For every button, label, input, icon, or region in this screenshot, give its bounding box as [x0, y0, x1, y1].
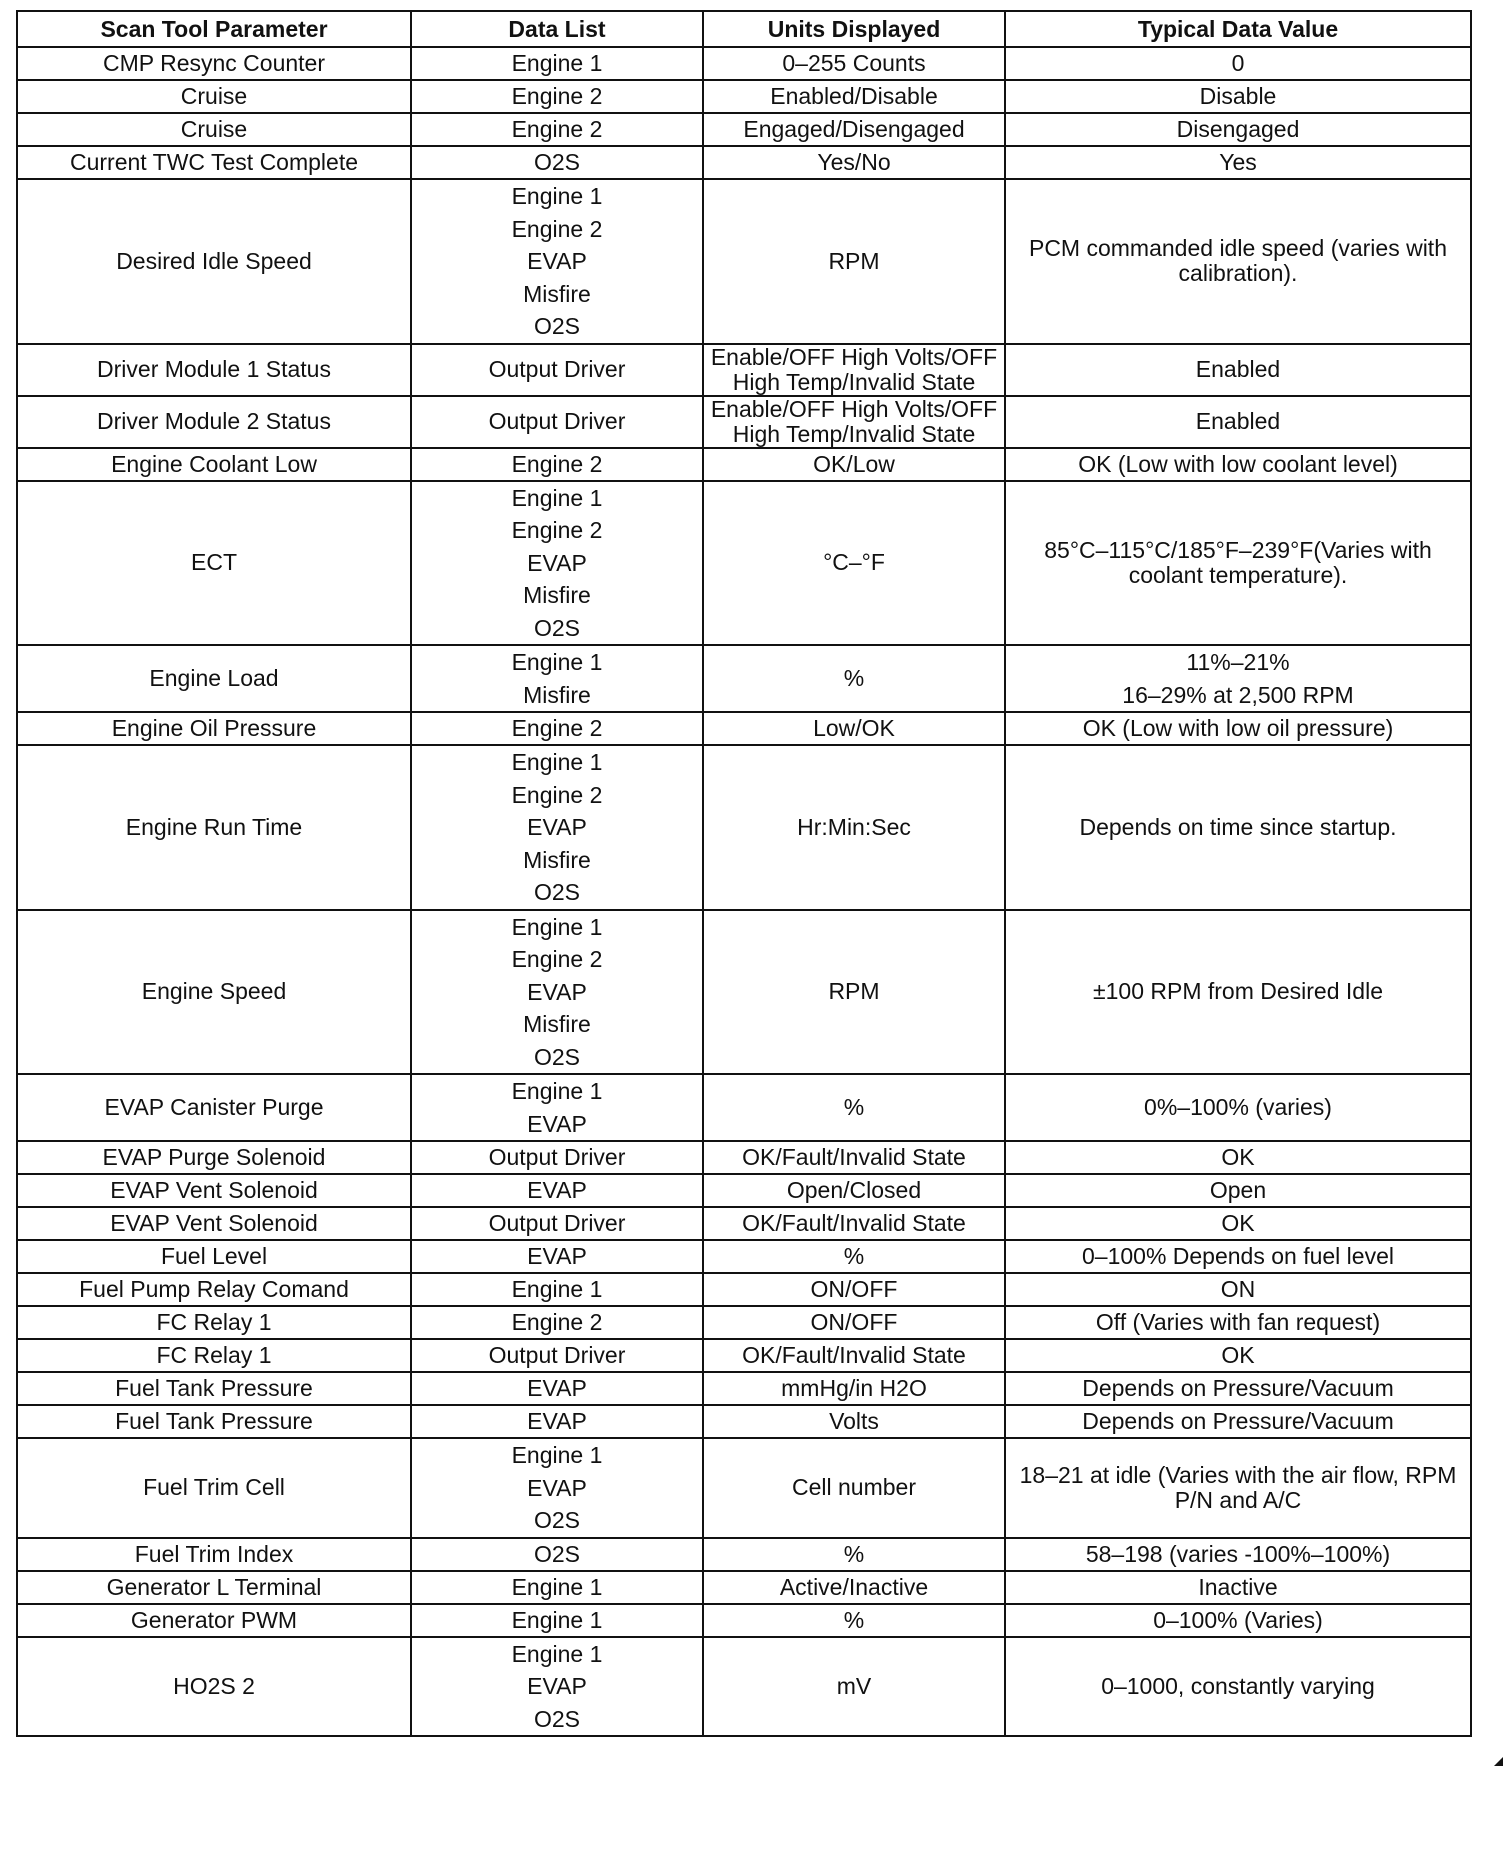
- cell-parameter: [17, 113, 411, 146]
- cell-data-list: [411, 1141, 703, 1174]
- data-list-item: Engine 1: [511, 1573, 603, 1600]
- data-list-item: Misfire: [523, 1011, 591, 1037]
- data-list-item: EVAP: [527, 1673, 587, 1699]
- cell-typical-value: [1005, 146, 1471, 179]
- cell-units: [703, 1637, 1005, 1737]
- parameter-text: Generator PWM: [130, 1606, 298, 1633]
- table-row: [17, 396, 1471, 448]
- cell-typical-value: [1005, 1372, 1471, 1405]
- typical-value-text: PCM commanded idle speed (varies with calibration).: [1028, 235, 1447, 287]
- cell-units: [703, 481, 1005, 646]
- cell-parameter: [17, 146, 411, 179]
- cell-data-list: [411, 344, 703, 396]
- cell-data-list: [411, 1538, 703, 1571]
- cell-parameter: [17, 1438, 411, 1538]
- typical-value-text: Depends on time since startup.: [1079, 813, 1397, 840]
- cell-parameter: [17, 1604, 411, 1637]
- cell-data-list: [411, 113, 703, 146]
- table-row: [17, 1074, 1471, 1141]
- table-row: [17, 1339, 1471, 1372]
- table-row: [17, 745, 1471, 910]
- table-row: [17, 1306, 1471, 1339]
- typical-value-text: OK (Low with low coolant level): [1078, 450, 1398, 477]
- typical-value-text: 0%–100% (varies): [1144, 1094, 1332, 1120]
- cell-units: [703, 1405, 1005, 1438]
- table-row: [17, 146, 1471, 179]
- data-list-item: Engine 1: [511, 50, 603, 76]
- parameter-text: CMP Resync Counter: [103, 50, 325, 76]
- typical-value-text: 58–198 (varies -100%–100%): [1085, 1540, 1391, 1567]
- cell-parameter: [17, 1637, 411, 1737]
- table-row: [17, 448, 1471, 481]
- cell-data-list: [411, 1438, 703, 1538]
- typical-value-text: Disable: [1199, 83, 1277, 109]
- data-list-item: Output Driver: [488, 1144, 626, 1170]
- data-list-item: Engine 2: [511, 1309, 603, 1335]
- data-list-item: Engine 2: [511, 781, 603, 808]
- typical-value-text: 0–1000, constantly varying: [1101, 1672, 1375, 1699]
- cell-typical-value: [1005, 1141, 1471, 1174]
- data-list-item: Engine 1: [511, 1606, 603, 1633]
- typical-value-text: 85°C–115°C/185°F–239°F(Varies with coolant temperature).: [1044, 536, 1432, 588]
- header-units-displayed: Units Displayed: [703, 11, 1005, 47]
- cell-data-list: [411, 645, 703, 712]
- parameter-text: EVAP Vent Solenoid: [110, 1210, 318, 1236]
- cell-units: [703, 344, 1005, 396]
- cell-typical-value: [1005, 1339, 1471, 1372]
- parameter-text: Fuel Tank Pressure: [115, 1408, 313, 1434]
- typical-value-text: OK: [1221, 1144, 1255, 1170]
- table-row: [17, 1240, 1471, 1273]
- data-list-item: Output Driver: [488, 1210, 626, 1236]
- cell-units: [703, 113, 1005, 146]
- cell-units: [703, 396, 1005, 448]
- cell-typical-value: [1005, 179, 1471, 344]
- typical-value-text: Yes: [1219, 149, 1257, 175]
- typical-value-text: Disengaged: [1176, 116, 1300, 142]
- table-row: [17, 1207, 1471, 1240]
- cell-data-list: [411, 1339, 703, 1372]
- cell-units: [703, 1240, 1005, 1273]
- typical-value-text: Off (Varies with fan request): [1095, 1309, 1381, 1335]
- data-list-item: Engine 2: [511, 946, 603, 972]
- cell-parameter: [17, 1240, 411, 1273]
- cell-parameter: [17, 1074, 411, 1141]
- parameter-text: Driver Module 2 Status: [97, 408, 331, 434]
- table-row: [17, 80, 1471, 113]
- data-list-item: Engine 1: [511, 1276, 603, 1302]
- units-text: Enabled/Disable: [770, 83, 938, 109]
- cell-parameter: [17, 645, 411, 712]
- table-row: [17, 1273, 1471, 1306]
- typical-value-text: Enabled: [1195, 356, 1281, 382]
- units-text: %: [843, 665, 865, 691]
- cell-typical-value: [1005, 1604, 1471, 1637]
- data-list-item: Engine 1: [511, 749, 603, 775]
- cell-typical-value: [1005, 745, 1471, 910]
- data-list-item: O2S: [533, 1540, 581, 1567]
- units-text: Hr:Min:Sec: [797, 813, 911, 840]
- parameter-text: Fuel Trim Cell: [143, 1474, 285, 1501]
- table-row: [17, 712, 1471, 745]
- units-text: %: [843, 1243, 865, 1269]
- cell-parameter: [17, 1273, 411, 1306]
- typical-value-text: 0–100% (Varies): [1153, 1606, 1323, 1633]
- table-header-row: [17, 11, 1471, 47]
- cell-units: [703, 1207, 1005, 1240]
- data-list-item: EVAP: [527, 549, 587, 576]
- data-list-item: EVAP: [527, 1408, 587, 1434]
- table-row: [17, 1438, 1471, 1538]
- cell-typical-value: [1005, 1306, 1471, 1339]
- table-row: [17, 1174, 1471, 1207]
- parameter-text: ECT: [191, 549, 237, 576]
- cell-units: [703, 1273, 1005, 1306]
- typical-value-text: OK (Low with low oil pressure): [1082, 715, 1394, 741]
- cell-typical-value: [1005, 344, 1471, 396]
- cell-parameter: [17, 80, 411, 113]
- cell-typical-value: [1005, 1637, 1471, 1737]
- data-list-item: Engine 1: [511, 649, 603, 675]
- data-list-item: Engine 1: [511, 1640, 603, 1667]
- cell-parameter: [17, 344, 411, 396]
- units-text: Enable/OFF High Volts/OFF High Temp/Invalid State: [710, 395, 998, 447]
- units-text: Cell number: [792, 1474, 916, 1501]
- typical-value-text: Open: [1209, 1177, 1267, 1203]
- cell-parameter: [17, 910, 411, 1075]
- parameter-text: Engine Coolant Low: [111, 450, 317, 477]
- cell-typical-value: [1005, 80, 1471, 113]
- cell-typical-value: [1005, 1405, 1471, 1438]
- cell-typical-value: [1005, 712, 1471, 745]
- data-list-item: Engine 1: [511, 484, 603, 511]
- typical-value-text: ±100 RPM from Desired Idle: [1092, 978, 1383, 1005]
- table-body: [17, 47, 1471, 1736]
- units-text: 0–255 Counts: [782, 50, 926, 76]
- cell-data-list: [411, 47, 703, 80]
- cell-data-list: [411, 910, 703, 1075]
- cell-parameter: [17, 1538, 411, 1571]
- cell-typical-value: [1005, 1240, 1471, 1273]
- table-row: [17, 1372, 1471, 1405]
- table-row: [17, 910, 1471, 1075]
- data-list-item: Output Driver: [488, 356, 626, 382]
- cell-units: [703, 910, 1005, 1075]
- units-text: %: [843, 1540, 865, 1567]
- typical-value-text: OK: [1221, 1210, 1255, 1236]
- parameter-text: Cruise: [180, 116, 248, 142]
- cell-data-list: [411, 396, 703, 448]
- table-row: [17, 1604, 1471, 1637]
- cell-parameter: [17, 1174, 411, 1207]
- parameter-text: Desired Idle Speed: [116, 247, 312, 274]
- typical-value-text: 18–21 at idle (Varies with the air flow, RPM P/N and A/C: [1019, 1461, 1457, 1513]
- cell-data-list: [411, 1571, 703, 1604]
- cell-typical-value: [1005, 47, 1471, 80]
- cell-typical-value: [1005, 1538, 1471, 1571]
- data-list-item: O2S: [533, 614, 581, 641]
- data-list-item: EVAP: [527, 1177, 587, 1203]
- cell-data-list: [411, 745, 703, 910]
- cell-units: [703, 448, 1005, 481]
- cell-units: [703, 1339, 1005, 1372]
- data-list-item: Misfire: [523, 681, 591, 708]
- data-list-item: O2S: [533, 313, 581, 339]
- cell-typical-value: [1005, 1438, 1471, 1538]
- typical-value-text: 0: [1231, 50, 1245, 76]
- cell-data-list: [411, 1604, 703, 1637]
- cell-typical-value: [1005, 1074, 1471, 1141]
- cell-data-list: [411, 1637, 703, 1737]
- units-text: %: [843, 1094, 865, 1120]
- cell-parameter: [17, 1207, 411, 1240]
- cell-data-list: [411, 448, 703, 481]
- cell-parameter: [17, 47, 411, 80]
- units-text: OK/Low: [813, 450, 895, 477]
- data-list-item: Output Driver: [488, 1342, 626, 1368]
- cell-parameter: [17, 396, 411, 448]
- units-text: OK/Fault/Invalid State: [742, 1342, 966, 1368]
- data-list-item: Engine 1: [511, 1078, 603, 1104]
- cell-units: [703, 1174, 1005, 1207]
- units-text: Low/OK: [813, 715, 895, 741]
- cell-units: [703, 645, 1005, 712]
- cell-data-list: [411, 146, 703, 179]
- parameter-text: Fuel Trim Index: [134, 1540, 294, 1567]
- cell-parameter: [17, 1339, 411, 1372]
- data-list-item: O2S: [533, 149, 581, 175]
- data-list-item: Engine 1: [511, 183, 603, 209]
- data-list-item: Engine 2: [511, 215, 603, 242]
- cell-data-list: [411, 1405, 703, 1438]
- units-text: °C–°F: [823, 549, 885, 576]
- typical-value-text: Inactive: [1198, 1573, 1278, 1600]
- typical-value-text: Depends on Pressure/Vacuum: [1082, 1375, 1394, 1401]
- typical-value-text: 11%–21%: [1186, 649, 1290, 675]
- data-list-item: EVAP: [527, 1375, 587, 1401]
- parameter-text: Fuel Pump Relay Comand: [79, 1276, 349, 1302]
- parameter-text: Engine Speed: [141, 978, 287, 1005]
- units-text: RPM: [828, 247, 880, 274]
- data-list-item: Engine 2: [511, 450, 603, 477]
- data-list-item: EVAP: [527, 248, 587, 274]
- data-list-item: O2S: [533, 1043, 581, 1070]
- units-text: Active/Inactive: [779, 1573, 929, 1600]
- table-row: [17, 344, 1471, 396]
- data-list-item: EVAP: [527, 978, 587, 1005]
- table-row: [17, 1538, 1471, 1571]
- data-list-item: Engine 2: [511, 116, 603, 142]
- data-list-item: O2S: [533, 1507, 581, 1533]
- cell-parameter: [17, 1306, 411, 1339]
- cell-units: [703, 1306, 1005, 1339]
- cell-parameter: [17, 179, 411, 344]
- table-row: [17, 113, 1471, 146]
- header-data-list: Data List: [411, 11, 703, 47]
- cell-parameter: [17, 481, 411, 646]
- parameter-text: EVAP Purge Solenoid: [102, 1144, 326, 1170]
- cell-parameter: [17, 712, 411, 745]
- cell-data-list: [411, 1207, 703, 1240]
- margin-mark-icon: [1494, 1757, 1503, 1766]
- table-row: [17, 1571, 1471, 1604]
- cell-units: [703, 146, 1005, 179]
- table-row: [17, 179, 1471, 344]
- cell-data-list: [411, 80, 703, 113]
- data-list-item: Engine 2: [511, 517, 603, 543]
- parameter-text: FC Relay 1: [156, 1342, 272, 1368]
- parameter-text: EVAP Canister Purge: [104, 1094, 324, 1120]
- units-text: Engaged/Disengaged: [743, 116, 965, 142]
- cell-data-list: [411, 1306, 703, 1339]
- parameter-text: FC Relay 1: [156, 1309, 272, 1335]
- parameter-text: Cruise: [180, 83, 248, 109]
- data-list-item: Engine 1: [511, 1442, 603, 1468]
- parameter-text: Fuel Tank Pressure: [115, 1375, 313, 1401]
- cell-typical-value: [1005, 1174, 1471, 1207]
- units-text: ON/OFF: [810, 1309, 898, 1335]
- cell-typical-value: [1005, 448, 1471, 481]
- cell-data-list: [411, 712, 703, 745]
- cell-units: [703, 1571, 1005, 1604]
- cell-typical-value: [1005, 1273, 1471, 1306]
- units-text: mmHg/in H2O: [781, 1375, 927, 1401]
- header-scan-tool-parameter: Scan Tool Parameter: [17, 11, 411, 47]
- units-text: OK/Fault/Invalid State: [742, 1210, 966, 1236]
- units-text: ON/OFF: [810, 1276, 898, 1302]
- cell-parameter: [17, 1372, 411, 1405]
- units-text: Open/Closed: [786, 1177, 922, 1203]
- table-row: [17, 645, 1471, 712]
- table-row: [17, 1637, 1471, 1737]
- cell-typical-value: [1005, 481, 1471, 646]
- cell-units: [703, 47, 1005, 80]
- typical-value-text: 16–29% at 2,500 RPM: [1122, 681, 1354, 708]
- data-list-item: EVAP: [527, 814, 587, 840]
- units-text: %: [843, 1606, 865, 1633]
- scan-tool-data-table: [16, 10, 1472, 1737]
- units-text: Volts: [829, 1408, 879, 1434]
- cell-parameter: [17, 745, 411, 910]
- cell-units: [703, 1604, 1005, 1637]
- parameter-text: EVAP Vent Solenoid: [110, 1177, 318, 1203]
- data-list-item: Misfire: [523, 280, 591, 307]
- parameter-text: Driver Module 1 Status: [97, 356, 331, 382]
- cell-data-list: [411, 1240, 703, 1273]
- table-row: [17, 1405, 1471, 1438]
- cell-typical-value: [1005, 1207, 1471, 1240]
- data-list-item: Output Driver: [488, 408, 626, 434]
- table-row: [17, 481, 1471, 646]
- data-list-item: O2S: [533, 1705, 581, 1732]
- cell-units: [703, 1538, 1005, 1571]
- data-list-item: Misfire: [523, 846, 591, 873]
- typical-value-text: OK: [1221, 1342, 1255, 1368]
- typical-value-text: 0–100% Depends on fuel level: [1081, 1243, 1394, 1269]
- units-text: Yes/No: [817, 149, 891, 175]
- parameter-text: HO2S 2: [173, 1672, 255, 1699]
- typical-value-text: Depends on Pressure/Vacuum: [1082, 1408, 1394, 1434]
- cell-typical-value: [1005, 113, 1471, 146]
- data-list-item: Engine 1: [511, 913, 603, 940]
- cell-typical-value: [1005, 396, 1471, 448]
- cell-units: [703, 179, 1005, 344]
- table-row: [17, 1141, 1471, 1174]
- cell-parameter: [17, 1141, 411, 1174]
- data-list-item: Misfire: [523, 582, 591, 608]
- cell-parameter: [17, 448, 411, 481]
- parameter-text: Current TWC Test Complete: [69, 149, 359, 175]
- cell-units: [703, 1074, 1005, 1141]
- cell-data-list: [411, 1372, 703, 1405]
- data-list-item: O2S: [533, 879, 581, 905]
- units-text: Enable/OFF High Volts/OFF High Temp/Invalid State: [710, 343, 998, 395]
- cell-units: [703, 1372, 1005, 1405]
- cell-typical-value: [1005, 910, 1471, 1075]
- cell-units: [703, 712, 1005, 745]
- units-text: mV: [836, 1672, 872, 1699]
- cell-units: [703, 1141, 1005, 1174]
- units-text: RPM: [828, 978, 880, 1005]
- data-list-item: EVAP: [527, 1110, 587, 1137]
- cell-data-list: [411, 1074, 703, 1141]
- typical-value-text: Enabled: [1195, 408, 1281, 434]
- cell-data-list: [411, 1273, 703, 1306]
- cell-typical-value: [1005, 1571, 1471, 1604]
- cell-data-list: [411, 1174, 703, 1207]
- cell-typical-value: [1005, 645, 1471, 712]
- table-row: [17, 47, 1471, 80]
- cell-data-list: [411, 481, 703, 646]
- parameter-text: Fuel Level: [160, 1243, 268, 1269]
- header-typical-data-value: Typical Data Value: [1005, 11, 1471, 47]
- parameter-text: Generator L Terminal: [106, 1573, 322, 1600]
- cell-units: [703, 745, 1005, 910]
- parameter-text: Engine Oil Pressure: [111, 715, 317, 741]
- data-list-item: EVAP: [527, 1474, 587, 1501]
- data-list-item: Engine 2: [511, 715, 603, 741]
- parameter-text: Engine Run Time: [125, 813, 303, 840]
- data-list-item: Engine 2: [511, 83, 603, 109]
- cell-parameter: [17, 1571, 411, 1604]
- cell-data-list: [411, 179, 703, 344]
- typical-value-text: ON: [1220, 1276, 1256, 1302]
- data-list-item: EVAP: [527, 1243, 587, 1269]
- units-text: OK/Fault/Invalid State: [742, 1144, 966, 1170]
- parameter-text: Engine Load: [149, 665, 279, 691]
- cell-parameter: [17, 1405, 411, 1438]
- document-page: [16, 10, 1470, 1737]
- cell-units: [703, 80, 1005, 113]
- cell-units: [703, 1438, 1005, 1538]
